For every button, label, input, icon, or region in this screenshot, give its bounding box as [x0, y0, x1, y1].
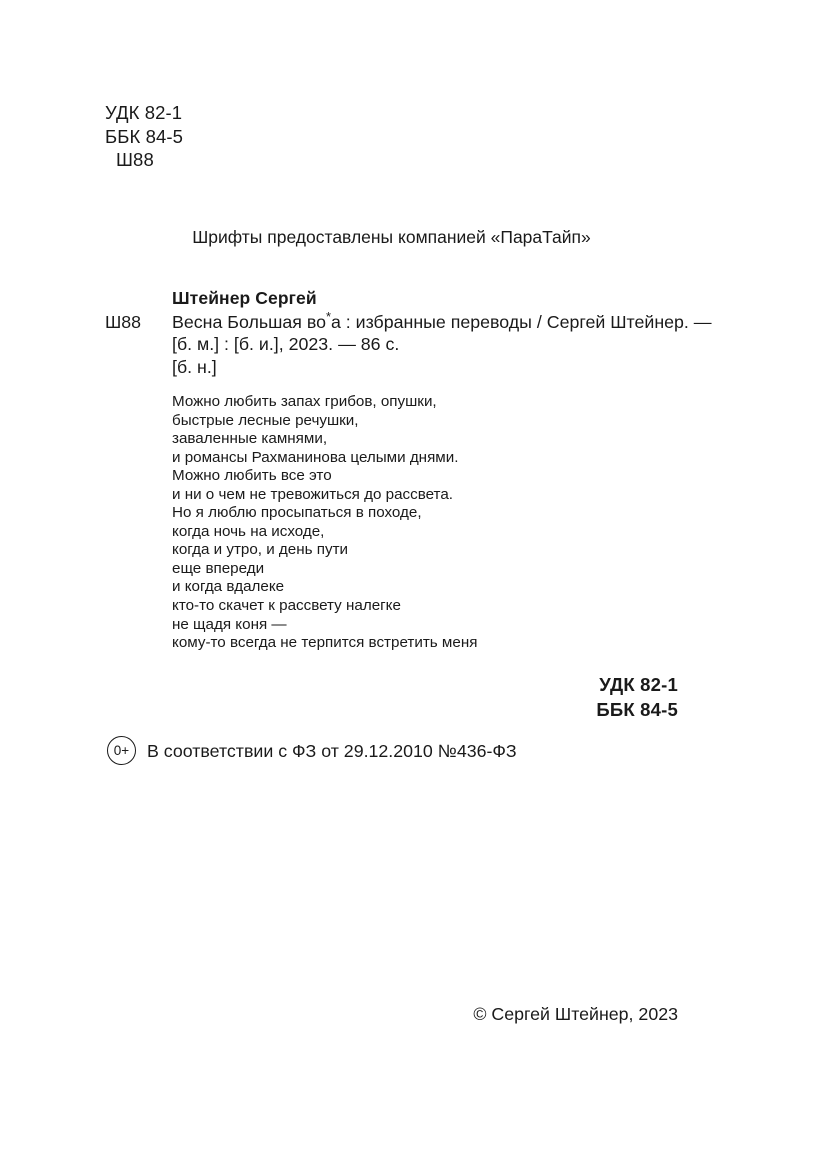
- title-footnote-star: *: [325, 308, 331, 324]
- imprint-line: [б. м.] : [б. и.], 2023. — 86 с.: [172, 334, 400, 354]
- poem-line: кому-то всегда не терпится встретить меня: [172, 634, 478, 652]
- poem-line: Можно любить все это: [172, 467, 332, 485]
- fonts-credit-line: Шрифты предоставлены компанией «ПараТайп»: [192, 227, 591, 247]
- poem-line: и когда вдалеке: [172, 578, 285, 596]
- classification-codes-top: [105, 101, 183, 172]
- poem-line: заваленные камнями,: [172, 430, 328, 448]
- title-part-before-star: Весна Большая во: [172, 311, 326, 332]
- author-name: Штейнер Сергей: [172, 288, 317, 308]
- poem-line: еще впереди: [172, 559, 265, 577]
- poem-line: Можно любить запах грибов, опушки,: [172, 393, 437, 410]
- author-sigla-top: Ш88: [116, 149, 154, 170]
- age-rating-law-text: В соответствии с ФЗ от 29.12.2010 №436-ФЗ: [147, 740, 517, 761]
- bibliographic-entry-row: [105, 308, 712, 379]
- title-part-after-star: а : избранные переводы / Сергей Штейнер. —: [330, 311, 712, 332]
- bbk-code-top: ББК 84-5: [105, 125, 184, 147]
- bibliographic-record: [105, 287, 712, 378]
- poem-line: Но я люблю просыпаться в походе,: [172, 504, 422, 522]
- udk-code-top: УДК 82-1: [105, 102, 183, 123]
- isbn-line: [б. н.]: [172, 356, 217, 377]
- age-rating-notice: [107, 736, 517, 765]
- udk-code-bottom: УДК 82-1: [599, 674, 678, 695]
- bibliographic-entry-body: [172, 308, 712, 379]
- poem-line: быстрые лесные речушки,: [172, 411, 359, 429]
- age-rating-circle-icon: 0+: [107, 736, 136, 765]
- poem-line: кто-то скачет к рассвету налегке: [172, 597, 401, 615]
- poem-line: и ни о чем не тревожиться до рассвета.: [172, 485, 454, 503]
- classification-codes-bottom: [596, 673, 678, 722]
- poem-excerpt: [172, 393, 477, 653]
- bbk-code-bottom: ББК 84-5: [596, 698, 678, 720]
- title-statement-line: [172, 308, 712, 334]
- author-sigla: Ш88: [105, 311, 142, 332]
- poem-line: и романсы Рахманинова целыми днями.: [172, 448, 459, 466]
- copyright-line: © Сергей Штейнер, 2023: [473, 1004, 678, 1024]
- poem-line: не щадя коня —: [172, 615, 287, 633]
- poem-line: когда ночь на исходе,: [172, 522, 325, 540]
- poem-line: когда и утро, и день пути: [172, 541, 349, 559]
